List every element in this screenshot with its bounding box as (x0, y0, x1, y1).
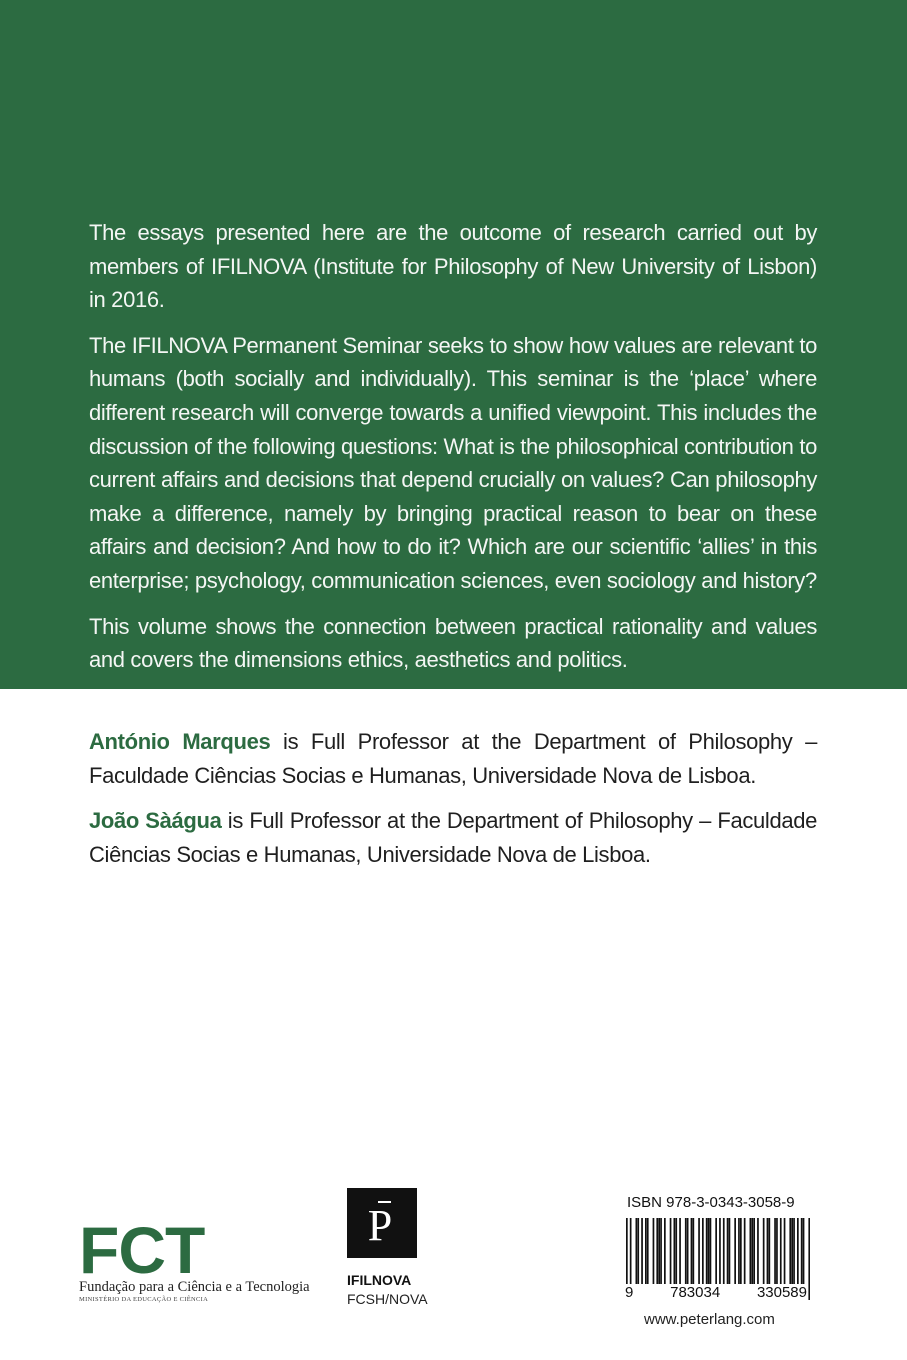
barcode-bar (674, 1218, 676, 1292)
barcode-bar (757, 1218, 759, 1292)
barcode-bar (763, 1218, 765, 1292)
author-bios (89, 725, 817, 883)
barcode-bar (808, 1218, 810, 1300)
barcode-bar (803, 1218, 805, 1292)
ifilnova-logo (347, 1188, 417, 1258)
barcode-bar (664, 1218, 666, 1292)
ifilnova-logo-letter: P (367, 1201, 393, 1250)
barcode-bar (656, 1218, 658, 1292)
barcode-bar (693, 1218, 695, 1292)
barcode-bar (647, 1218, 649, 1292)
publisher-website: www.peterlang.com (644, 1311, 775, 1328)
barcode-bar (660, 1218, 662, 1292)
barcode-digit-group: 9 (625, 1284, 634, 1301)
author-description: is Full Professor at the Department of Philosophy – Faculdade Ciências Socias e Humanas, Universidade Nova de Lisboa. (89, 729, 818, 788)
barcode-bar (719, 1218, 721, 1292)
barcode-bar (784, 1218, 786, 1292)
barcode-bar (637, 1218, 639, 1292)
barcode-bar (744, 1218, 746, 1292)
barcode-bar (687, 1218, 689, 1292)
barcode-digits (624, 1284, 808, 1301)
barcode-bar (801, 1218, 803, 1292)
ifilnova-name: IFILNOVA (347, 1272, 412, 1288)
barcode-bar (780, 1218, 782, 1292)
author-description: is Full Professor at the Department of Philosophy – Faculdade Ciências Socias e Humanas, Universidade Nova de Lisboa. (89, 808, 817, 867)
author-name: João Sàágua (89, 808, 222, 834)
barcode-bar (658, 1218, 660, 1292)
author-bio (89, 725, 817, 792)
barcode-bar (641, 1218, 643, 1292)
barcode-bar (723, 1218, 725, 1292)
barcode-bar (645, 1218, 647, 1292)
barcode-digit-group: 783034 (670, 1284, 721, 1301)
barcode-bar (789, 1218, 791, 1292)
barcode-bar (636, 1218, 638, 1292)
barcode-bar (738, 1218, 740, 1292)
barcode-bar (675, 1218, 677, 1292)
barcode-bar (715, 1218, 717, 1292)
barcode-bar (776, 1218, 778, 1292)
barcode-bar (706, 1218, 708, 1292)
ifilnova-logo-icon (347, 1188, 417, 1258)
fct-full-name: Fundação para a Ciência e a Tecnologia (79, 1279, 310, 1295)
barcode-digit-group: 330589 (756, 1284, 807, 1301)
blurb-paragraph-1: The essays presented here are the outcome of research carried out by members of IFILNOVA (Institute for Philosophy of New University of Lisbon) in 2016. (89, 220, 817, 313)
blurb-paragraph-2: The IFILNOVA Permanent Seminar seeks to show how values are relevant to humans (both socially and individually). This seminar is the ‘place’ where different research will converge towards a unified viewpoint. This includes the discussion of the following questions: What is the philosophical contribution to current affairs and decisions that depend crucially on values? Can philosophy make a difference, namely by bringing practical reason to bear on these affairs and decision? And how to do it? Which are our scientific ‘allies’ in this enterprise; psychology, communication sciences, even sociology and history? (89, 332, 817, 593)
barcode-bar (727, 1218, 729, 1292)
fct-logo (79, 1213, 329, 1322)
barcode-bar (691, 1218, 693, 1292)
barcode-bar (793, 1218, 795, 1292)
barcode-bar (750, 1218, 752, 1292)
barcode-bar (734, 1218, 736, 1292)
barcode-bar (729, 1218, 731, 1292)
fct-ministry: MINISTÉRIO DA EDUCAÇÃO E CIÊNCIA (79, 1296, 209, 1303)
barcode-bar (767, 1218, 769, 1292)
barcode-bar (653, 1218, 655, 1292)
barcode-bar (708, 1218, 710, 1292)
fct-logo-mark: FCT (79, 1213, 205, 1287)
barcode-bar (670, 1218, 672, 1292)
barcode-bar (769, 1218, 771, 1292)
barcode-bar (685, 1218, 687, 1292)
barcode-bar (751, 1218, 753, 1292)
author-bio (89, 804, 817, 871)
barcode-bar (679, 1218, 681, 1292)
barcode-bar (698, 1218, 700, 1292)
barcode-bar (797, 1218, 799, 1292)
barcode-bar (753, 1218, 755, 1292)
author-name: António Marques (89, 729, 271, 754)
isbn-label: ISBN 978-3-0343-3058-9 (627, 1194, 795, 1211)
barcode-bar (710, 1218, 712, 1292)
barcode-bar (702, 1218, 704, 1292)
ifilnova-subtitle: FCSH/NOVA (347, 1291, 428, 1307)
barcode-bar (791, 1218, 793, 1292)
barcode-bar (774, 1218, 776, 1292)
blurb-text (89, 216, 817, 689)
barcode-bar (740, 1218, 742, 1292)
blurb-paragraph-3: This volume shows the connection between practical rationality and values and covers the dimensions ethics, aesthetics and politics. (89, 613, 817, 673)
